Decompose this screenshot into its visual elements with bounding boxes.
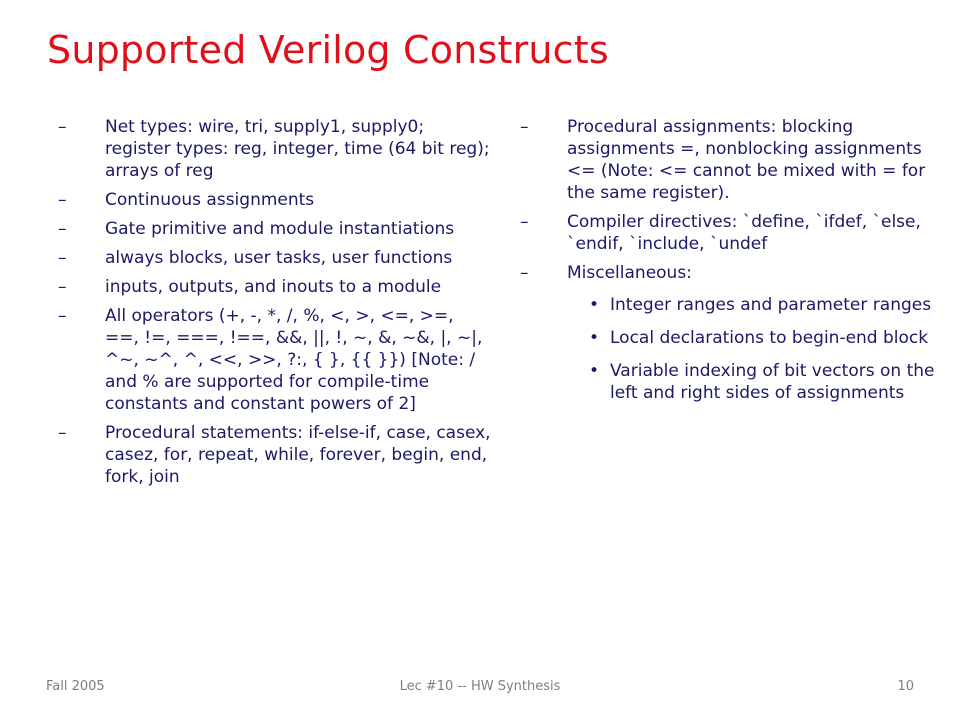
sub-bullet-text: Integer ranges and parameter ranges	[610, 295, 932, 315]
right-bullet-list	[520, 116, 940, 415]
dash-bullet: –	[520, 263, 529, 283]
sub-bullet-integer-ranges	[567, 294, 940, 316]
bullet-procedural-assignments	[520, 116, 940, 204]
dash-bullet: –	[58, 117, 67, 137]
dot-bullet: •	[589, 295, 600, 315]
bullet-text: Continuous assignments	[105, 190, 315, 210]
bullet-text: All operators (+, -, *, /, %, <, >, <=, >=, ==, !=, ===, !==, &&, ||, !, ~, &, ~&, |, ~|, ^~, ~^, ^, <<, >>, ?:, { }, {{ }}) [Note: / and % are supported for compile-time constants and constant powers of 2]	[105, 306, 483, 414]
sub-bullet-variable-indexing	[567, 360, 940, 404]
dash-bullet: –	[520, 117, 529, 137]
dash-bullet: –	[58, 219, 67, 239]
bullet-compiler-directives	[520, 211, 940, 255]
slide-title: Supported Verilog Constructs	[47, 28, 609, 72]
footer-lecture-title: Lec #10 -- HW Synthesis	[399, 679, 561, 694]
bullet-text: Compiler directives: `define, `ifdef, `else, `endif, `include, `undef	[567, 212, 921, 254]
bullet-module-ports	[58, 276, 492, 298]
sub-bullet-local-declarations	[567, 327, 940, 349]
dash-bullet: –	[58, 306, 67, 326]
dash-bullet: –	[58, 190, 67, 210]
dash-bullet: –	[58, 423, 67, 443]
bullet-text: Miscellaneous:	[567, 263, 692, 283]
bullet-net-types	[58, 116, 492, 182]
bullet-always-blocks	[58, 247, 492, 269]
dash-bullet: –	[520, 212, 529, 232]
sub-bullet-text: Local declarations to begin-end block	[610, 328, 929, 348]
bullet-miscellaneous	[520, 262, 940, 404]
sub-bullet-text: Variable indexing of bit vectors on the left and right sides of assignments	[610, 361, 935, 403]
dash-bullet: –	[58, 248, 67, 268]
bullet-text: Procedural statements: if-else-if, case, casex, casez, for, repeat, while, forever, begin, end, fork, join	[105, 423, 491, 487]
bullet-gate-primitives	[58, 218, 492, 240]
dot-bullet: •	[589, 328, 600, 348]
bullet-text: inputs, outputs, and inouts to a module	[105, 277, 442, 297]
bullet-operators	[58, 305, 492, 415]
bullet-continuous-assignments	[58, 189, 492, 211]
dash-bullet: –	[58, 277, 67, 297]
bullet-text: Procedural assignments: blocking assignments =, nonblocking assignments <= (Note: <= cannot be mixed with = for the same register).	[567, 117, 926, 203]
bullet-text: Net types: wire, tri, supply1, supply0; register types: reg, integer, time (64 bit reg); arrays of reg	[105, 117, 490, 181]
dot-bullet: •	[589, 361, 600, 381]
misc-sub-list	[567, 294, 940, 404]
left-bullet-list	[58, 116, 492, 495]
bullet-procedural-statements	[58, 422, 492, 488]
bullet-text: always blocks, user tasks, user functions	[105, 248, 453, 268]
footer-page-number: 10	[897, 679, 914, 694]
bullet-text: Gate primitive and module instantiations	[105, 219, 455, 239]
footer-date: Fall 2005	[46, 679, 105, 694]
